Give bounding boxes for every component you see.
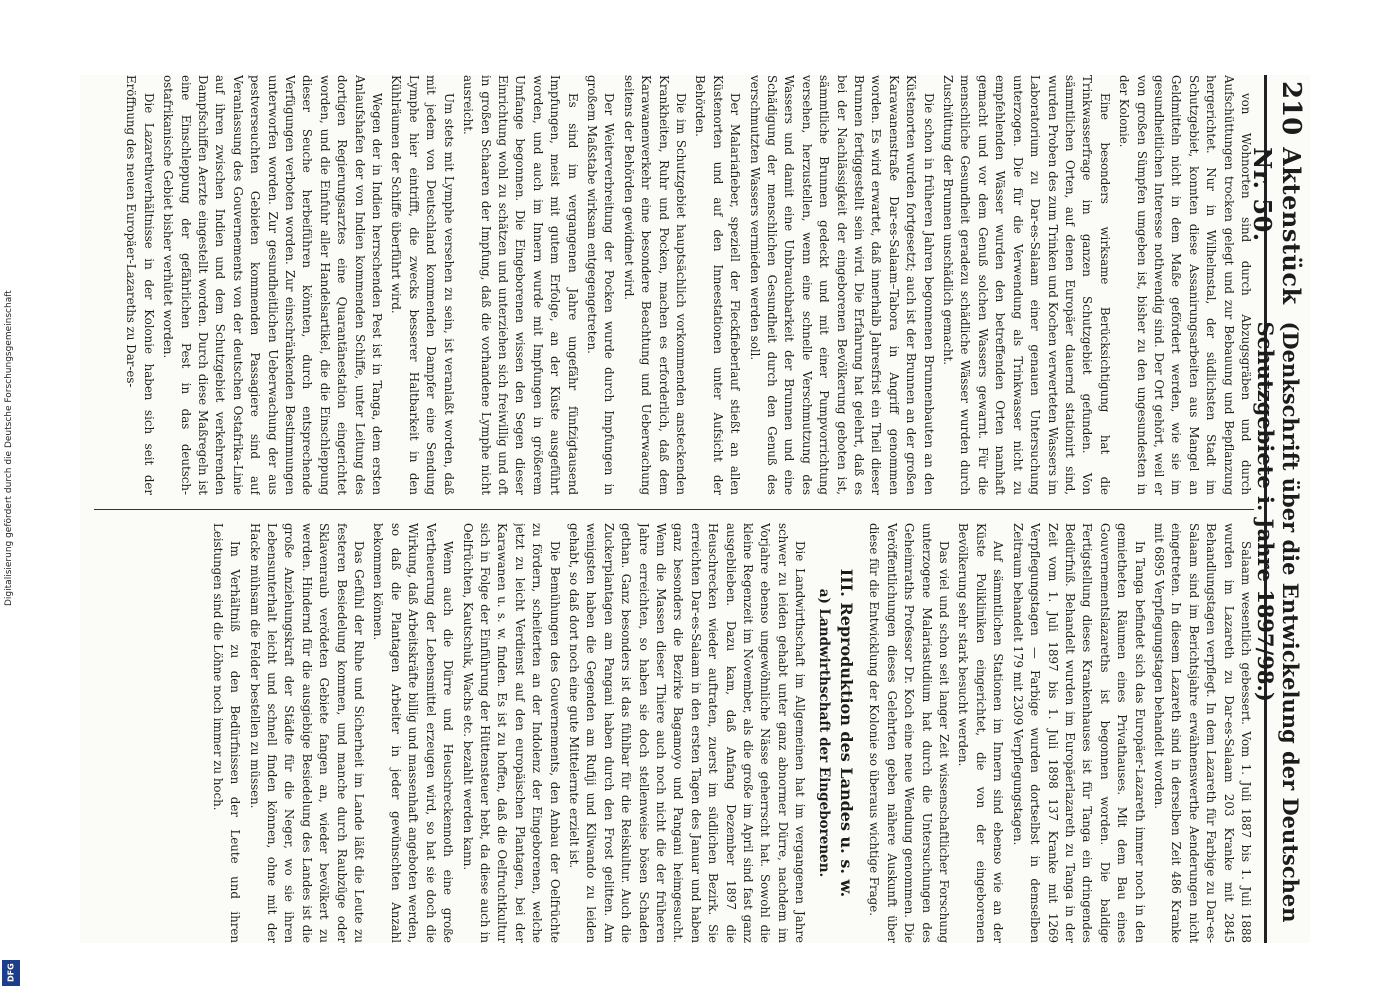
paragraph: Auf sämmtlichen Stationen im Innern sind ebenso wie an der Küste Polikliniken eingerichtet, die von der eingeborenen Bevölkerung sehr stark besucht werden. xyxy=(956,523,1006,943)
paragraph: Im Verhältniß zu den Bedürfnissen der Leute und ihren Leistungen sind die Löhne noch immer zu hoch. xyxy=(210,523,243,943)
column-divider xyxy=(94,509,1254,510)
subsection-heading: a) Landwirthschaft der Eingeborenen. xyxy=(815,588,832,878)
scanned-page xyxy=(80,75,1310,943)
document-title: (Denkschrift über die Entwickelung der Deutschen Schutzgebiete i. Jahre 1897/98.) xyxy=(1253,321,1303,923)
paragraph: Das Gefühl der Ruhe und Sicherheit im Lande läßt die Leute zu festeren Besiedelung kommen, und manche durch Raubzüge oder Sklavenraub verödeten Gebiete fangen an, wieder bevölkert zu werden. Hindernd für die ausgiebige Besiedelung des Landes ist die große Anziehungskraft der Städte für die Neger, wo sie ihren Lebensunterhalt leicht und schnell finden können, ohne mit der Hacke mühsam die Felder bestellen zu müssen. xyxy=(247,523,367,943)
paragraph: Die Bemühungen des Gouvernements, den Anbau der Oelfrüchte zu fördern, scheiterten an der Indolenz der Eingeborenen, welche jetzt zu leicht Verdienst auf den europäischen Plantagen, bei der Karawanen u. s. w. finden. Es ist zu hoffen, daß die Oelfruchtkultur sich in Folge der Einführung der Hüttensteuer hebt, da diese auch in Oelfrüchten, Kautschuk, Wachs etc. bezahlt werden kann. xyxy=(460,523,562,943)
digitization-note: Digitalisierung gefördert durch die Deutsche Forschungsgemeinschaft xyxy=(4,290,14,606)
right-text-column xyxy=(84,523,1254,943)
paragraph: Salaam wesentlich gebessert. Vom 1. Juli 1887 bis 1. Juli 1888 wurden im Lazareth zu Dar-es-Salaam 203 Kranke mit 2845 Behandlungstagen verpflegt. In dem Lazareth für Farbige zu Dar-es-Salaam sind im Berichtsjahre erwähnenswerthe Aenderungen nicht eingetreten. In diesem Lazareth sind in derselben Zeit 486 Kranke mit 6895 Verpflegungstagen behandelt worden. xyxy=(1151,523,1253,943)
paragraph: Der Weiterverbreitung der Pocken wurde durch Impfungen in großem Maßstabe wirksam entgegengetreten. xyxy=(584,75,617,495)
paragraph: Um stets mit Lymphe versehen zu sein, ist veranlaßt worden, daß mit jedem von Deutschland kommenden Dampfer eine Sendung Lymphe hier eintrifft, die zwecks besserer Haltbarkeit in den Kühlräumen der Schiffe überführt wird. xyxy=(389,75,456,495)
paragraph: Das viel und schon seit langer Zeit wissenschaftlicher Forschung unterzogene Malariastudium hat durch die Untersuchungen des Geheimraths Professor Dr. Koch eine neue Wendung genommen. Die Veröffentlichungen dieses Gelehrten geben nähere Auskunft über diese für die Entwicklung der Kolonie so überaus wichtige Frage. xyxy=(867,523,952,943)
left-text-column xyxy=(84,75,1254,495)
paragraph: von Wohnorten sind durch Abzugsgräben und durch Aufschüttungen trocken gelegt und zur Bebauung und Bepflanzung hergerichtet. Nur in Wilhelmstal, der südlichsten Stadt im Schutzgebiet, konnten diese Assanirungsarbeiten aus Mangel an Geldmitteln nicht in dem Maße gefördert werden, wie sie im gesundheitlichen Interesse nothwendig sind. Der Ort gehört, weil er von großen Sümpfen umgeben ist, bisher zu den ungesundesten in der Kolonie. xyxy=(1117,75,1253,495)
paragraph: Die Landwirthschaft im Allgemeinen hat im vergangenen Jahre schwer zu leiden gehabt unter ganz abnormer Dürre, nachdem im Vorjahre ebenso ungewöhnliche Nässe geherrscht hat. Sowohl die kleine Regenzeit im November, als die große im April sind fast ganz ausgeblieben. Dazu kam, daß Anfang Dezember 1897 die Heuschrecken wieder auftraten, zuerst im südlichen Bezirk. Sie erreichten Dar-es-Salaam in den ersten Tagen des Januar und haben ganz besonders die Bezirke Bagamoyo und Pangani heimgesucht. Wenn die Massen dieser Thiere auch noch nicht die der früheren Jahre erreichten, so haben sie doch stellenweise bösen Schaden gethan. Ganz besonders ist das fühlbar für die Reiskultur. Auch die Zuckerplantagen am Pangani haben durch den Frost gelitten. Am wenigsten haben die Gegenden am Rufiji und Kilwando zu leiden gehabt, so daß dort noch eine gute Mittelernte erzielt ist. xyxy=(566,523,808,943)
paragraph: Es sind im vergangenen Jahre ungefähr fünfzigtausend Impfungen, meist mit gutem Erfolge, an der Küste ausgeführt worden, und auch im Innern wurde mit Impfungen in größerem Umfange begonnen. Die Eingeborenen wissen den Segen dieser Einrichtung wohl zu schätzen und unterziehen sich freiwillig und oft in großen Schaaren der Impfung, daß die vorhandene Lymphe nicht ausreicht. xyxy=(461,75,580,495)
paragraph: Der Malariafieber, speziell der Fleckfieberlauf stießt an allen Küstenorten und auf den Inneestationen unter Aufsicht der Behörden. xyxy=(693,75,743,495)
dfg-logo: DFG xyxy=(2,960,20,986)
paragraph: Wegen der in Indien herrschenden Pest ist in Tanga, dem ersten Anlaufshafen der von Indien kommenden Schiffe, unter Leitung des dortigen Regierungsarztes eine Quarantänestation eingerichtet worden, und die Einfuhr aller Handelsartikel, die die Einschleppung dieser Seuche herbeiführen könnten, durch entsprechende Verfügungen verboten worden. Zur einschränkenden Bestimmungen unterworfen worden. Zur gesundheitlichen Ueberwachung der aus pestverseuchten Gebieten kommenden Passagiere sind auf Veranlassung des Gouvernements von der deutschen Ostafrika-Linie auf ihren zwischen Indien und dem Schutzgebiet verkehrenden Dampfschiffen Aerzte eingestellt worden. Durch diese Maßregeln ist eine Einschleppung der gefährlichen Pest in das deutsch-ostafrikanische Gebiet bisher verhütet worden. xyxy=(161,75,385,495)
paragraph: Wenn auch die Dürre und Heuschreckennoth eine große Vertheuerung der Lebensmittel erzeugen wird, so hat sie doch die Wirkung, daß Arbeitskräfte billig und massenhaft angeboten werden, so daß die Plantagen Arbeiter in jeder gewünschten Anzahl bekommen können. xyxy=(371,523,456,943)
page-header xyxy=(1248,75,1310,943)
document-label: Aktenstück Nr. 50. xyxy=(1248,147,1306,305)
paragraph: Eine besonders wirksame Berücksichtigung hat die Trinkwasserfrage im ganzen Schutzgebiet gefunden. Von sämmtlichen Orten, auf denen Europäer dauernd stationirt sind, wurden Proben des zum Trinken und Kochen verwerteten Wassers im Laboratorium zu Dar-es-Salaam einer genauen Untersuchung unterzogen. Die für die Verwendung als Trinkwasser nicht zu empfehlenden Wässer wurden den betreffenden Orten namhaft gemacht und vor dem Genuß solchen Wassers gewarnt. Für die menschliche Gesundheit geradezu schädliche Wässer wurden durch Zuschüttung der Brunnen unschädlich gemacht. xyxy=(941,75,1112,495)
paragraph: In Tanga befindet sich das Europäer-Lazareth immer noch in den gemietheten Räumen eines Privathauses. Mit dem Bau eines Gouvernementslazareths ist begonnen worden. Die baldige Fertigstellung dieses Krankenhauses ist für Tanga ein dringendes Bedürfniß. Behandelt wurden im Europäerlazareth zu Tanga in der Zeit vom 1. Juli 1897 bis 1. Juli 1898 137 Kranke mit 1269 Verpflegungstagen — Farbige wurden dortselbst in demselben Zeitraum behandelt 179 mit 2309 Verpflegungstagen. xyxy=(1010,523,1147,943)
paragraph: Die im Schutzgebiet hauptsächlich vorkommenden ansteckenden Krankheiten, Ruhr und Pocken, machen es erforderlich, daß dem Karawanenverkehr eine besondere Beachtung und Ueberwachung seitens der Behörden gewidmet wird. xyxy=(621,75,688,495)
page-number: 210 xyxy=(1276,81,1306,136)
section-heading: III. Reproduktion des Landes u. s. w. xyxy=(837,568,857,898)
paragraph: Die schon in früheren Jahren begonnenen Brunnenbauten an den Küstenorten wurden fortgesetzt; auch ist der Brunnen an der großen Karawanenstraße Dar-es-Salaam–Tabora in Angriff genommen worden. Es wird erwartet, daß innerhalb Jahresfrist ein Theil dieser Brunnen fertiggestellt sein wird. Die Erfahrung hat gelehrt, daß es bei der Nachlässigkeit der eingeborenen Bevölkerung geboten ist, sämmtliche Brunnen gedeckt und mit einer Pumpvorrichtung versehen, herzustellen, wenn eine schnelle Verschmutzung des Wassers und damit eine Unbrauchbarkeit der Brunnen und eine Schädigung der menschlichen Gesundheit durch den Genuß des verschmutzten Wassers vermieden werden soll. xyxy=(747,75,936,495)
rotated-page-content xyxy=(80,75,1310,943)
paragraph: Die Lazarethverhältnisse in der Kolonie haben sich seit der Eröffnung des neuen Europäer-Lazareths zu Dar-es- xyxy=(124,75,156,495)
